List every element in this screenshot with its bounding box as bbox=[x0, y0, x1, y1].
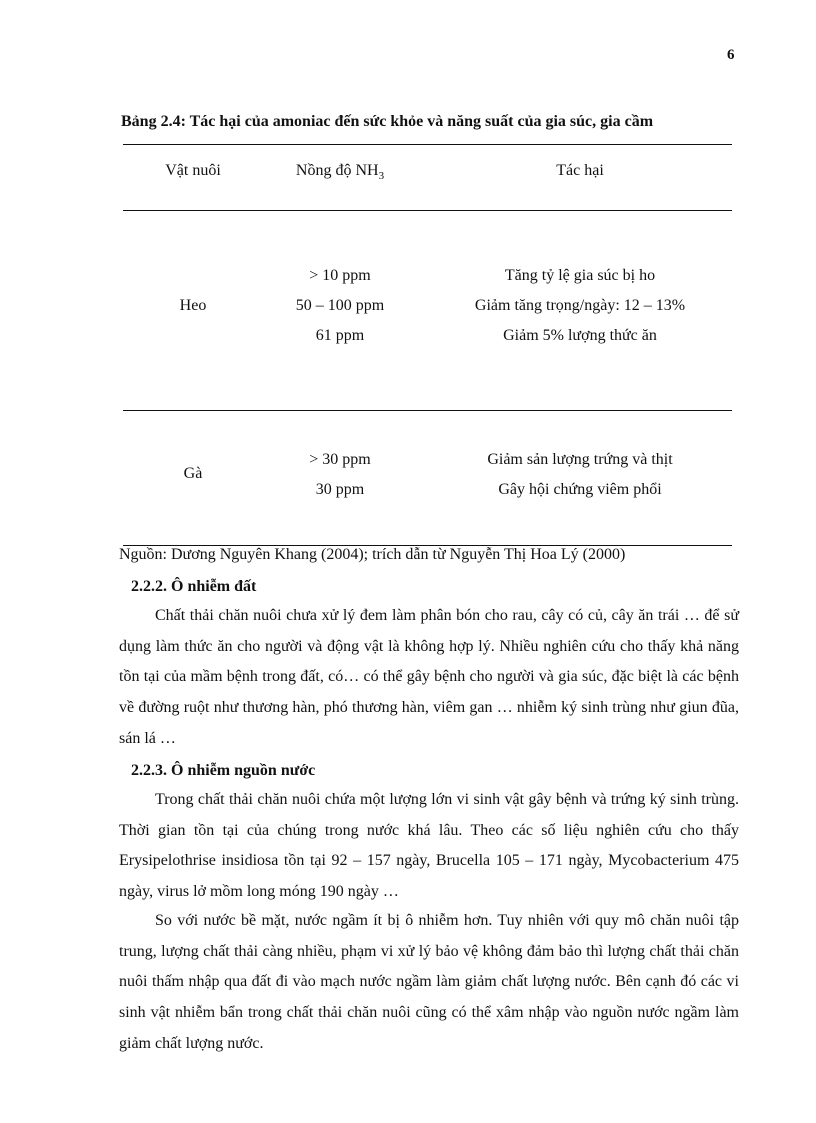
harm-line: Giảm tăng trọng/ngày: 12 – 13% bbox=[474, 297, 686, 314]
header-concentration-text: Nồng độ NH bbox=[295, 162, 379, 179]
concentration-line: > 10 ppm bbox=[309, 267, 371, 284]
concentration-line: 50 – 100 ppm bbox=[295, 297, 385, 314]
table-top-rule bbox=[123, 144, 732, 145]
row-animal-pig: Heo bbox=[179, 297, 207, 314]
row-concentrations-chicken bbox=[270, 451, 410, 511]
section-heading-soil: 2.2.2. Ô nhiễm đất bbox=[131, 578, 257, 595]
concentration-line: > 30 ppm bbox=[309, 451, 371, 468]
table-header-rule bbox=[123, 210, 732, 211]
row-harms-pig bbox=[450, 267, 710, 357]
concentration-line: 61 ppm bbox=[315, 327, 365, 344]
concentration-line: 30 ppm bbox=[315, 481, 365, 498]
table-caption: Bảng 2.4: Tác hại của amoniac đến sức khỏe và năng suất của gia súc, gia cầm bbox=[121, 113, 654, 130]
harm-line: Gây hội chứng viêm phổi bbox=[498, 481, 662, 498]
harm-line: Tăng tỷ lệ gia súc bị ho bbox=[504, 267, 656, 284]
header-concentration bbox=[270, 162, 410, 182]
paragraph-soil: Chất thải chăn nuôi chưa xử lý đem làm phân bón cho rau, cây có củ, cây ăn trái … để sử dụng làm thức ăn cho người và động vật là không hợp lý. Nhiều nghiên cứu cho thấy khả năng tồn tại của mầm bệnh trong đất, có… có thể gây bệnh cho người và gia súc, đặc biệt là các bệnh về đường ruột như thương hàn, phó thương hàn, viêm gan … nhiễm ký sinh trùng như giun đũa, sán lá … bbox=[119, 607, 739, 747]
paragraph-water-2: So với nước bề mặt, nước ngầm ít bị ô nhiễm hơn. Tuy nhiên với quy mô chăn nuôi tập trung, lượng chất thải càng nhiều, phạm vi xử lý bảo vệ không đảm bảo thì lượng chất thải chăn nuôi thấm nhập qua đất đi vào mạch nước ngầm làm giảm chất lượng nước. Bên cạnh đó các vi sinh vật nhiễm bẩn trong chất thải chăn nuôi cũng có thể xâm nhập vào nguồn nước ngầm làm giảm chất lượng nước. bbox=[119, 912, 739, 1052]
harm-line: Giảm sản lượng trứng và thịt bbox=[487, 451, 673, 468]
row-concentrations-pig bbox=[270, 267, 410, 357]
table-row-rule bbox=[123, 410, 732, 411]
header-animal: Vật nuôi bbox=[165, 162, 221, 179]
row-harms-chicken bbox=[450, 451, 710, 511]
header-concentration-subscript: 3 bbox=[378, 170, 385, 183]
table-source: Nguồn: Dương Nguyên Khang (2004); trích dẫn từ Nguyễn Thị Hoa Lý (2000) bbox=[119, 546, 626, 563]
header-harm: Tác hại bbox=[556, 162, 604, 179]
paragraph-water-1: Trong chất thải chăn nuôi chứa một lượng lớn vi sinh vật gây bệnh và trứng ký sinh trùng. Thời gian tồn tại của chúng trong nước khá lâu. Theo các số liệu nghiên cứu cho thấy Erysipelothrise insidiosa tồn tại 92 – 157 ngày, Brucella 105 – 171 ngày, Mycobacterium 475 ngày, virus lở mồm long móng 190 ngày … bbox=[119, 791, 739, 901]
page-number: 6 bbox=[727, 47, 735, 63]
harm-line: Giảm 5% lượng thức ăn bbox=[503, 327, 657, 344]
row-animal-chicken: Gà bbox=[183, 465, 203, 482]
section-heading-water: 2.2.3. Ô nhiễm nguồn nước bbox=[131, 762, 316, 779]
